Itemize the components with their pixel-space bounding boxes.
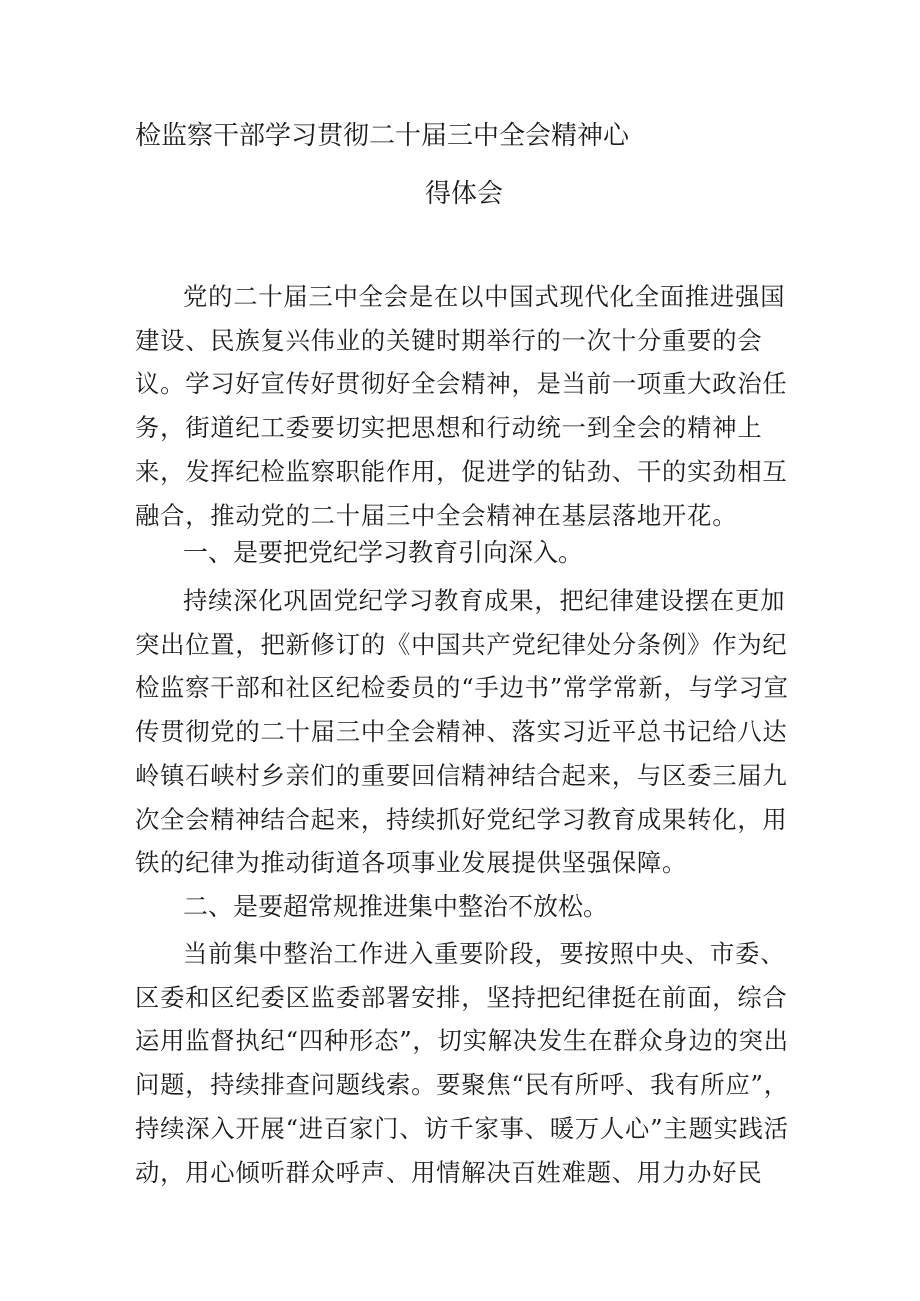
- document-title-line1: 检监察干部学习贯彻二十届三中全会精神心: [135, 121, 630, 151]
- paragraph-intro-text: 党的二十届三中全会是在以中国式现代化全面推进强国建设、民族复兴伟业的关键时期举行的一次十分重要的会议。学习好宣传好贯彻好全会精神，是当前一项重大政治任务，街道纪工委要切实把思想和行动统一到全会的精神上来，发挥纪检监察职能作用，促进学的钻劲、干的实劲相互融合，推动党的二十届三中全会精神在基层落地开花。: [135, 282, 788, 530]
- section-heading-1: 一、是要把党纪学习教育引向深入。: [183, 538, 584, 567]
- paragraph-section-2: [135, 932, 795, 1194]
- paragraph-section-2-text: 当前集中整治工作进入重要阶段，要按照中央、市委、区委和区纪委区监委部署安排，坚持把纪律挺在前面，综合运用监督执纪“四种形态”，切实解决发生在群众身边的突出问题，持续排查问题线索。要聚焦“民有所呼、我有所应”，持续深入开展“进百家门、访千家事、暖万人心”主题实践活动，用心倾听群众呼声、用情解决百姓难题、用力办好民: [135, 939, 789, 1187]
- document-title-line2: 得体会: [425, 179, 504, 209]
- section-heading-2: 二、是要超常规推进集中整治不放松。: [183, 892, 609, 921]
- paragraph-intro: [135, 275, 795, 537]
- paragraph-section-1-text: 持续深化巩固党纪学习教育成果，把纪律建设摆在更加突出位置，把新修订的《中国共产党纪律处分条例》作为纪检监察干部和社区纪检委员的“手边书”常学常新，与学习宣传贯彻党的二十届三中全会精神、落实习近平总书记给八达岭镇石峡村乡亲们的重要回信精神结合起来，与区委三届九次全会精神结合起来，持续抓好党纪学习教育成果转化，用铁的纪律为推动街道各项事业发展提供坚强保障。: [135, 586, 789, 878]
- paragraph-section-1: [135, 579, 795, 885]
